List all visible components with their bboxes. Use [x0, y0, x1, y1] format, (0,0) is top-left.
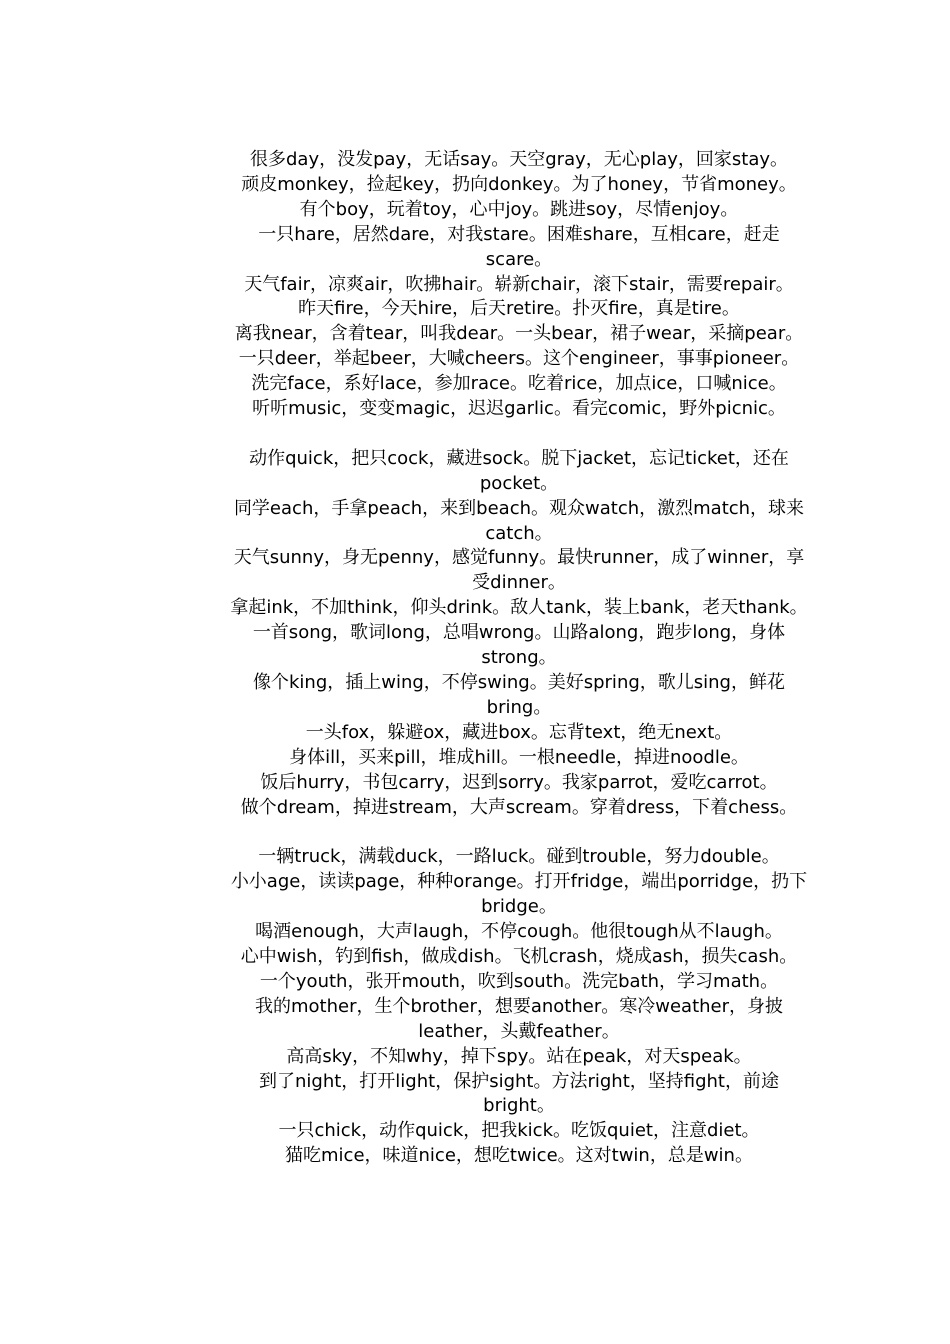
rhyme-line: 一只hare，居然dare，对我stare。困难share，互相care，赶走scare。 — [258, 223, 780, 270]
rhyme-line: 小小age，读读page，种种orange。打开fridge，端出porridge，扔下bridge。 — [230, 871, 808, 918]
rhyme-line: 像个king，插上wing，不停swing。美好spring，歌儿sing，鲜花bring。 — [252, 672, 785, 718]
section-spacer — [229, 820, 809, 845]
rhyme-line: 饭后hurry，书包carry，迟到sorry。我家parrot，爱吃carrot。 — [260, 771, 778, 793]
rhyme-line: 洗完face，系好lace，参加race。吃着rice，加点ice，口喊nice。 — [251, 373, 787, 395]
rhyme-line: 昨天fire，今天hire，后天retire。扑灭fire，真是tire。 — [298, 298, 740, 320]
rhyme-line: 一只deer，举起beer，大喊cheers。这个engineer，事事pioneer。 — [238, 348, 800, 370]
rhyme-line: 到了night，打开light，保护sight。方法right，坚持fight，前途bright。 — [259, 1070, 779, 1117]
rhyme-line: 一首song，歌词long，总唱wrong。山路along，跑步long，身体strong。 — [252, 622, 786, 669]
rhyme-line: 天气fair，凉爽air，吹拂hair。崭新chair，滚下stair，需要repair。 — [244, 273, 794, 295]
rhyme-line: 高高sky，不知why，掉下spy。站在peak，对天speak。 — [286, 1045, 752, 1067]
rhyme-line: 有个boy，玩着toy，心中joy。跳进soy，尽情enjoy。 — [299, 198, 739, 220]
rhyme-line: 拿起ink，不加think，仰头drink。敌人tank，装上bank，老天thank。 — [230, 597, 808, 619]
rhyme-line: 一个youth，张开mouth，吹到south。洗完bath，学习math。 — [259, 970, 779, 992]
rhyme-line: 天气sunny，身无penny，感觉funny。最快runner，成了winner，享受dinner。 — [233, 547, 805, 594]
rhyme-line: 一辆truck，满载duck，一路luck。碰到trouble，努力double。 — [258, 846, 780, 868]
rhyme-line: 离我near，含着tear，叫我dear。一头bear，裙子wear，采摘pear。 — [234, 323, 804, 345]
rhyme-line: 顽皮monkey，捡起key，扔向donkey。为了honey，节省money。 — [241, 173, 797, 195]
rhyme-line: 我的mother，生个brother，想要another。寒冷weather，身披leather，头戴feather。 — [254, 995, 784, 1042]
rhyme-line: 一头fox，躲避ox，藏进box。忘背text，绝无next。 — [305, 721, 733, 743]
rhyme-line: 很多day，没发pay，无话say。天空gray，无心play，回家stay。 — [249, 149, 788, 170]
rhyme-line: 动作quick，把只cock，藏进sock。脱下jacket，忘记ticket，还在pocket。 — [249, 447, 789, 494]
document-body — [229, 148, 809, 1169]
rhyme-line: 喝酒enough，大声laugh，不停cough。他很tough从不laugh。 — [255, 921, 783, 943]
rhyme-line: 做个dream，掉进stream，大声scream。穿着dress，下着chess。 — [240, 796, 798, 818]
rhyme-line: 听听music，变变magic，迟迟garlic。看完comic，野外picnic。 — [252, 398, 786, 420]
rhyme-line: 一只chick，动作quick，把我kick。吃饭quiet，注意diet。 — [278, 1120, 760, 1142]
rhyme-line: 身体ill，买来pill，堆成hill。一根needle，掉进noodle。 — [289, 746, 749, 768]
section-spacer — [229, 422, 809, 447]
rhyme-line: 心中wish，钓到fish，做成dish。飞机crash，烧成ash，损失cash。 — [240, 945, 798, 967]
rhyme-line: 同学each，手拿peach，来到beach。观众watch，激烈match，球来catch。 — [233, 497, 805, 544]
rhyme-line: 猫吃mice，味道nice，想吃twice。这对twin，总是win。 — [285, 1145, 753, 1167]
